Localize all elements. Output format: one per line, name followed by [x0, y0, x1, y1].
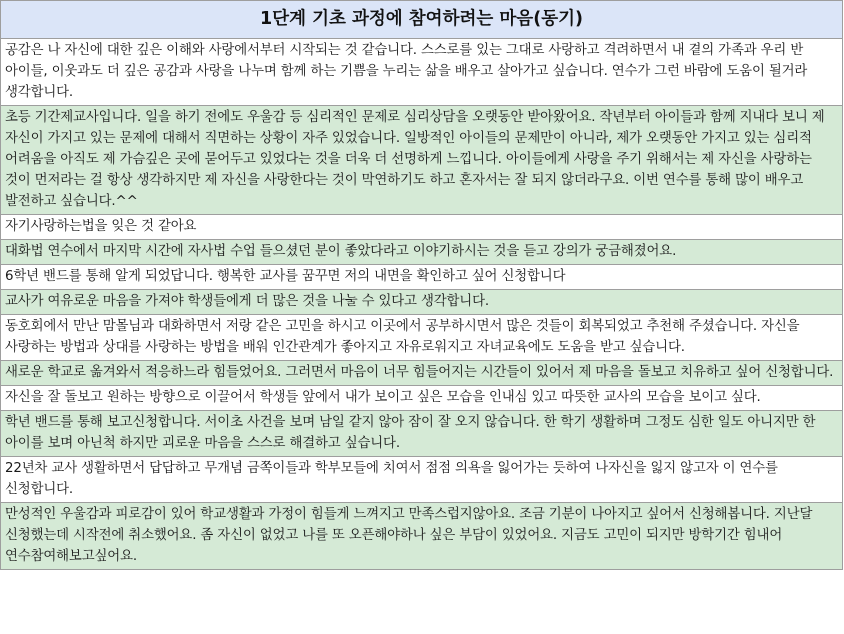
response-cell[interactable]: 자신을 잘 돌보고 원하는 방향으로 이끌어서 학생들 앞에서 내가 보이고 싶은 모습을 인내심 있고 따뜻한 교사의 모습을 보이고 싶다. — [1, 386, 843, 411]
response-cell[interactable]: 공감은 나 자신에 대한 깊은 이해와 사랑에서부터 시작되는 것 같습니다. 스스로를 있는 그대로 사랑하고 격려하면서 내 곁의 가족과 우리 반 아이들, 이웃과도 더 깊은 공감과 사랑을 나누며 함께 하는 기쁨을 누리는 삶을 배우고 살아가고 싶습니다. 연수가 그런 바람에 도움이 될거라 생각합니다. — [1, 39, 843, 106]
response-cell[interactable]: 대화법 연수에서 마지막 시간에 자사법 수업 들으셨던 분이 좋았다라고 이야기하시는 것을 듣고 강의가 궁금해졌어요. — [1, 240, 843, 265]
response-cell[interactable]: 6학년 밴드를 통해 알게 되었답니다. 행복한 교사를 꿈꾸면 저의 내면을 확인하고 싶어 신청합니다 — [1, 265, 843, 290]
table-row — [1, 361, 843, 386]
table-row — [1, 457, 843, 503]
table-row — [1, 411, 843, 457]
column-header-cell[interactable]: 1단계 기초 과정에 참여하려는 마음(동기) — [1, 1, 843, 39]
header-row — [1, 1, 843, 39]
response-cell[interactable]: 새로운 학교로 옮겨와서 적응하느라 힘들었어요. 그러면서 마음이 너무 힘들어지는 시간들이 있어서 제 마음을 돌보고 치유하고 싶어 신청합니다. — [1, 361, 843, 386]
response-cell[interactable]: 동호회에서 만난 맘몰님과 대화하면서 저랑 같은 고민을 하시고 이곳에서 공부하시면서 많은 것들이 회복되었고 추천해 주셨습니다. 자신을 사랑하는 방법과 상대를 사랑하는 방법을 배워 인간관계가 좋아지고 자유로워지고 자녀교육에도 도움을 받고 싶습니다. — [1, 315, 843, 361]
table-row — [1, 39, 843, 106]
table-row — [1, 315, 843, 361]
response-cell[interactable]: 학년 밴드를 통해 보고신청합니다. 서이초 사건을 보며 남일 같지 않아 잠이 잘 오지 않습니다. 한 학기 생활하며 그정도 심한 일도 아니지만 한 아이를 보며 아닌척 하지만 괴로운 마음을 스스로 해결하고 싶습니다. — [1, 411, 843, 457]
table-row — [1, 386, 843, 411]
response-cell[interactable]: 초등 기간제교사입니다. 일을 하기 전에도 우울감 등 심리적인 문제로 심리상담을 오랫동안 받아왔어요. 작년부터 아이들과 함께 지내다 보니 제 자신이 가지고 있는 문제에 대해서 직면하는 상황이 자주 있었습니다. 일방적인 아이들의 문제만이 아니라, 제가 오랫동안 가지고 있는 심리적 어려움을 아직도 제 가슴깊은 곳에 묻어두고 있었다는 것을 더욱 더 선명하게 느낍니다. 아이들에게 사랑을 주기 위해서는 제 자신을 사랑하는 것이 먼저라는 걸 항상 생각하지만 제 자신을 사랑한다는 것이 막연하기도 하고 혼자서는 잘 되지 않더라구요. 이번 연수를 통해 많이 배우고 발전하고 싶습니다.^^ — [1, 106, 843, 215]
response-cell[interactable]: 자기사랑하는법을 잊은 것 같아요 — [1, 215, 843, 240]
table-row — [1, 503, 843, 570]
response-cell[interactable]: 교사가 여유로운 마음을 가져야 학생들에게 더 많은 것을 나눌 수 있다고 생각합니다. — [1, 290, 843, 315]
response-cell[interactable]: 22년차 교사 생활하면서 답답하고 무개념 금쪽이들과 학부모들에 치여서 점점 의욕을 잃어가는 듯하여 나자신을 잃지 않고자 이 연수를 신청합니다. — [1, 457, 843, 503]
table-row — [1, 106, 843, 215]
table-row — [1, 290, 843, 315]
table-row — [1, 240, 843, 265]
response-cell[interactable]: 만성적인 우울감과 피로감이 있어 학교생활과 가정이 힘들게 느껴지고 만족스럽지않아요. 조금 기분이 나아지고 싶어서 신청해봅니다. 지난달 신청했는데 시작전에 취소했어요. 좀 자신이 없었고 나를 또 오픈해야하나 싶은 부담이 있었어요. 지금도 고민이 되지만 방학기간 힘내어 연수참여해보고싶어요. — [1, 503, 843, 570]
table-row — [1, 215, 843, 240]
table-row — [1, 265, 843, 290]
